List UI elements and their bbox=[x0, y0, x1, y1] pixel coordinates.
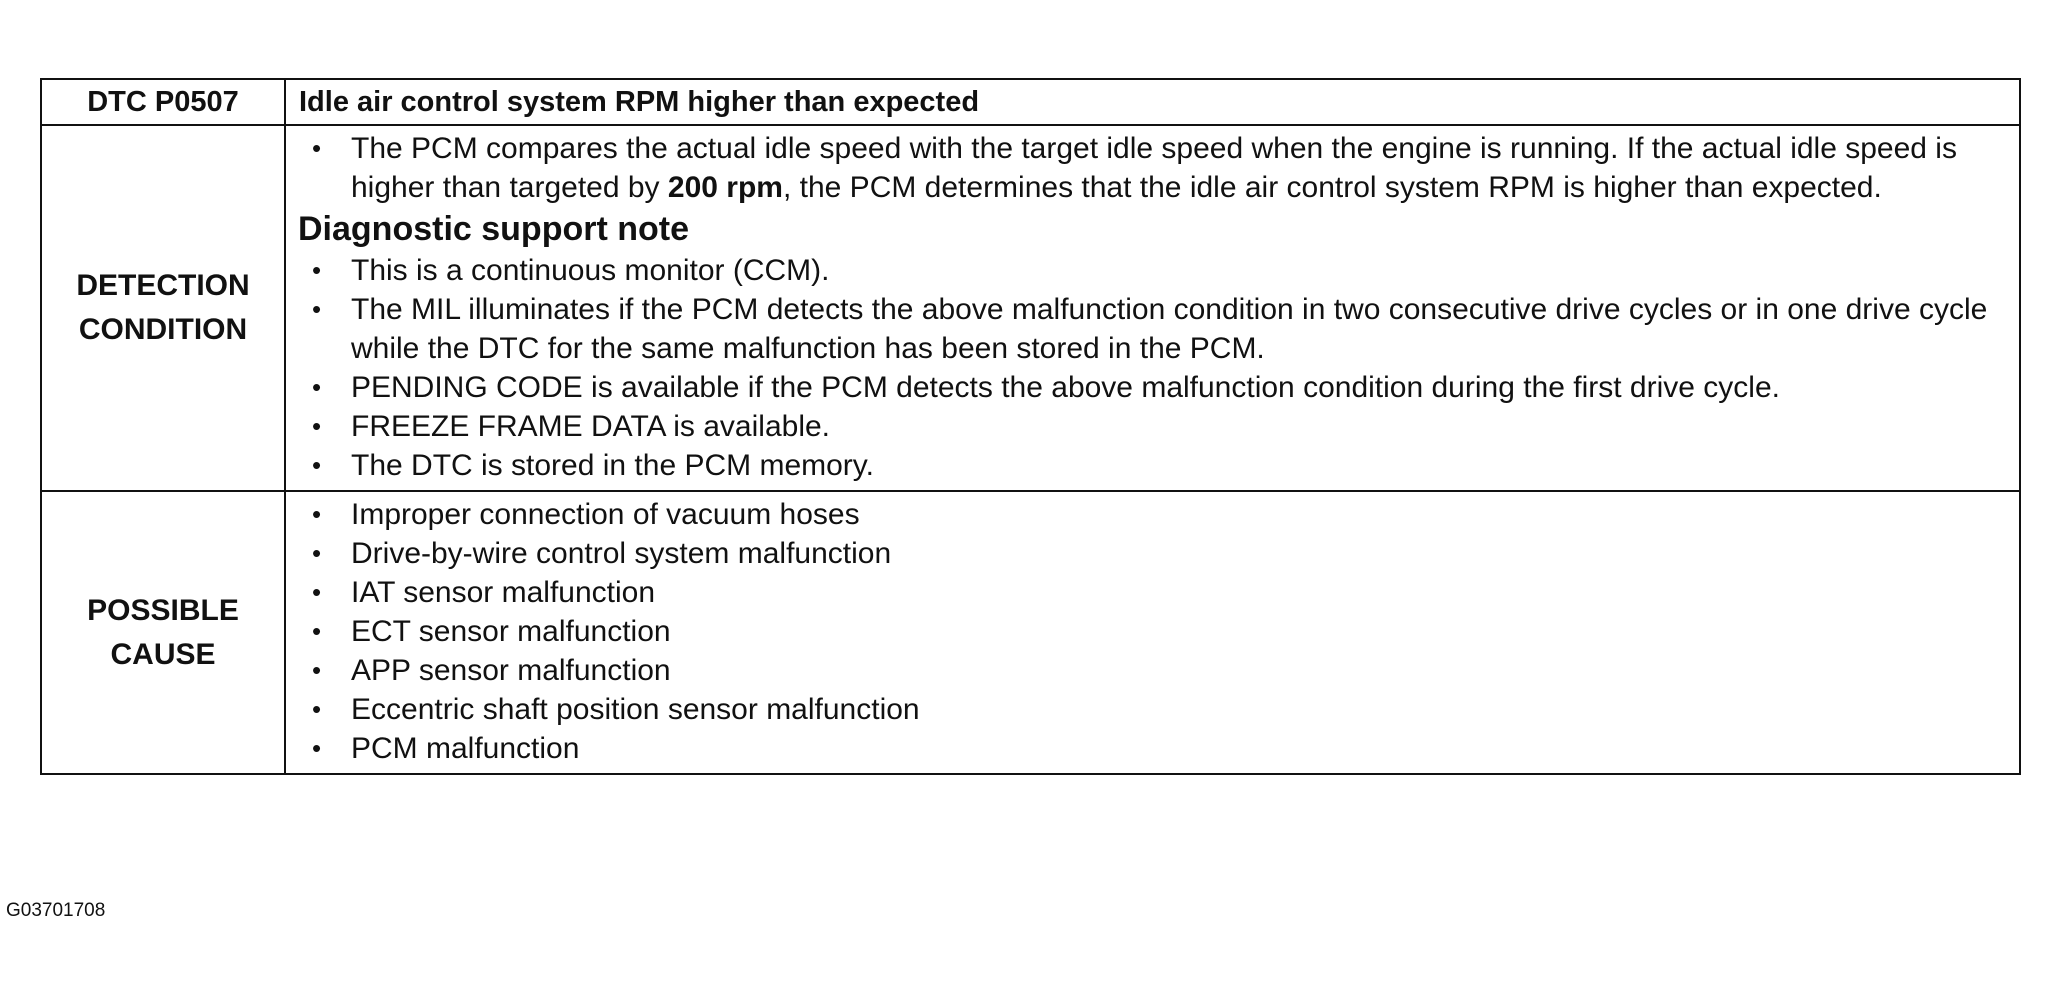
bullet-icon: • bbox=[312, 733, 322, 763]
cause-text: Eccentric shaft position sensor malfunction bbox=[351, 693, 920, 726]
possible-cause-label-line1: POSSIBLE bbox=[87, 593, 239, 627]
bullet-icon: • bbox=[312, 577, 322, 607]
note-text: The MIL illuminates if the PCM detects the above malfunction condition in two consecutive drive cycles or in one drive cycle while the DTC for the same malfunction has been stored in the PCM. bbox=[351, 293, 1988, 365]
list-item bbox=[298, 129, 2007, 207]
support-note-heading: Diagnostic support note bbox=[298, 210, 689, 248]
list-item bbox=[298, 573, 2007, 612]
bullet-icon: • bbox=[312, 616, 322, 646]
detection-intro-list bbox=[298, 129, 2007, 207]
bullet-icon: • bbox=[312, 255, 322, 285]
bullet-icon: • bbox=[312, 372, 322, 402]
possible-cause-label-line2: CAUSE bbox=[110, 637, 216, 671]
possible-cause-label bbox=[41, 491, 285, 774]
list-item bbox=[298, 407, 2007, 446]
note-text: FREEZE FRAME DATA is available. bbox=[351, 410, 831, 443]
list-item bbox=[298, 651, 2007, 690]
list-item bbox=[298, 534, 2007, 573]
list-item bbox=[298, 368, 2007, 407]
cause-text: ECT sensor malfunction bbox=[351, 615, 671, 648]
figure-id: G03701708 bbox=[6, 900, 106, 921]
note-text: PENDING CODE is available if the PCM detects the above malfunction condition during the first drive cycle. bbox=[351, 371, 1780, 404]
bullet-icon: • bbox=[312, 294, 322, 324]
intro-text-after: , the PCM determines that the idle air control system RPM is higher than expected. bbox=[782, 171, 1882, 204]
header-row bbox=[41, 79, 2020, 125]
detection-label bbox=[41, 125, 285, 491]
detection-row bbox=[41, 125, 2020, 491]
possible-cause-row bbox=[41, 491, 2020, 774]
possible-cause-content bbox=[285, 491, 2020, 774]
list-item bbox=[298, 446, 2007, 485]
intro-text-bold: 200 rpm bbox=[667, 171, 783, 204]
bullet-icon: • bbox=[312, 655, 322, 685]
bullet-icon: • bbox=[312, 411, 322, 441]
cause-text: IAT sensor malfunction bbox=[351, 576, 656, 609]
dtc-table bbox=[40, 78, 2021, 775]
note-text: This is a continuous monitor (CCM). bbox=[351, 254, 830, 287]
cause-text: APP sensor malfunction bbox=[351, 654, 671, 687]
list-item bbox=[298, 612, 2007, 651]
note-text: The DTC is stored in the PCM memory. bbox=[351, 449, 874, 482]
cause-text: Drive-by-wire control system malfunction bbox=[351, 537, 892, 570]
list-item bbox=[298, 690, 2007, 729]
bullet-icon: • bbox=[312, 450, 322, 480]
detection-label-line2: CONDITION bbox=[78, 313, 248, 346]
bullet-icon: • bbox=[312, 538, 322, 568]
possible-cause-list bbox=[298, 495, 2007, 768]
bullet-icon: • bbox=[312, 499, 322, 529]
bullet-icon: • bbox=[312, 694, 322, 724]
intro-text-before: The PCM compares the actual idle speed with the target idle speed when the engine is running. If the actual idle speed is higher than targeted by bbox=[351, 132, 1957, 204]
bullet-icon: • bbox=[312, 133, 322, 163]
list-item bbox=[298, 290, 2007, 368]
list-item bbox=[298, 495, 2007, 534]
list-item bbox=[298, 729, 2007, 768]
dtc-code: DTC P0507 bbox=[41, 79, 285, 125]
dtc-title: Idle air control system RPM higher than expected bbox=[285, 79, 2020, 125]
cause-text: PCM malfunction bbox=[351, 732, 580, 765]
list-item bbox=[298, 251, 2007, 290]
detection-label-line1: DETECTION bbox=[76, 269, 250, 302]
support-notes-list bbox=[298, 251, 2007, 485]
cause-text: Improper connection of vacuum hoses bbox=[351, 498, 860, 531]
detection-content bbox=[285, 125, 2020, 491]
